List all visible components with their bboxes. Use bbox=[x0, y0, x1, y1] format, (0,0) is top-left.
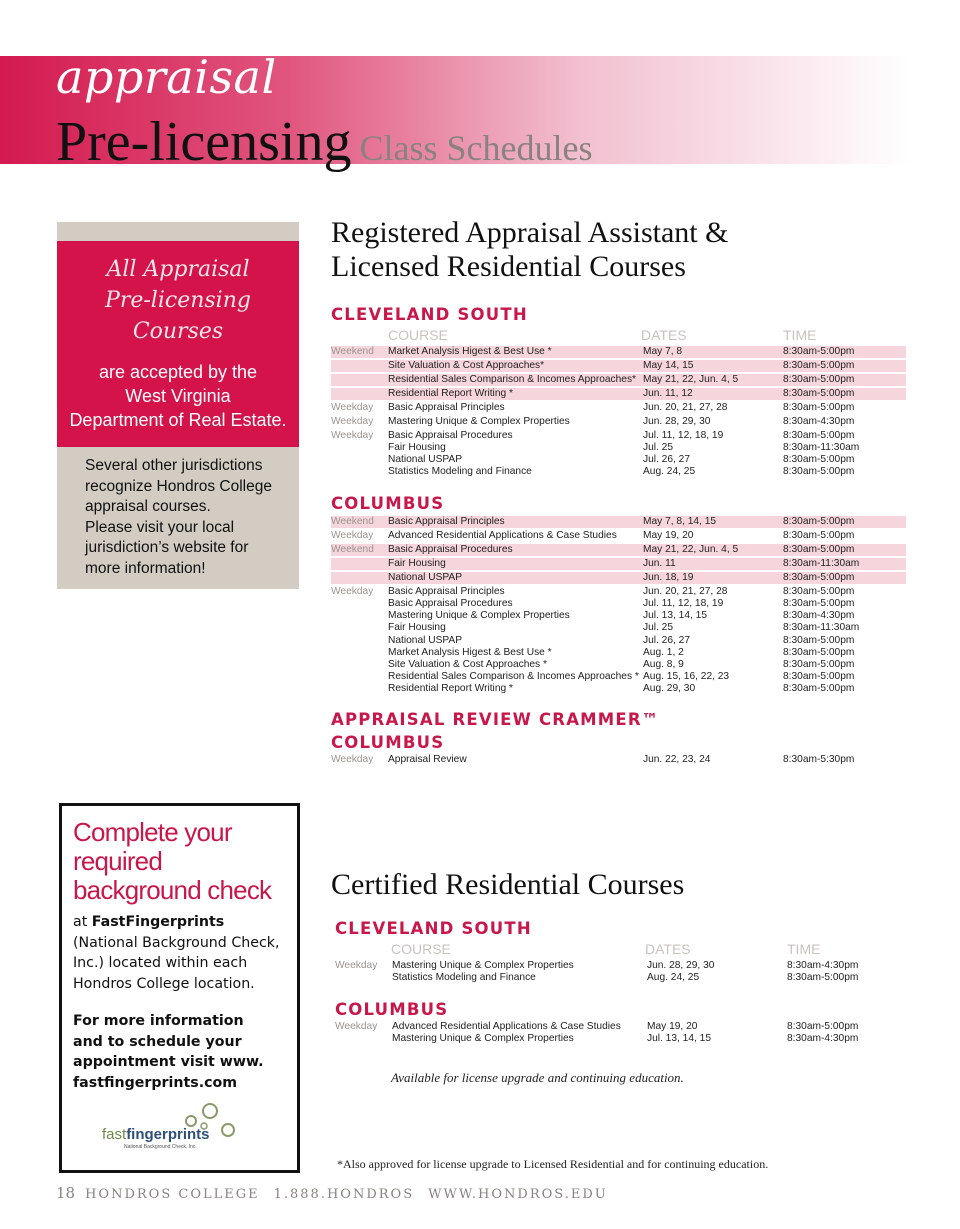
cell-time: 8:30am-5:00pm bbox=[783, 646, 855, 658]
cell-time: 8:30am-5:00pm bbox=[783, 401, 855, 413]
city-heading-cleveland-south: CLEVELAND SOUTH bbox=[335, 919, 532, 938]
table-row bbox=[331, 388, 906, 400]
page-title bbox=[56, 110, 592, 174]
promo-accept-line: are accepted by the bbox=[98, 362, 258, 382]
column-header-course: COURSE bbox=[388, 327, 448, 343]
bgcheck-more-line: and to schedule your bbox=[73, 1033, 242, 1050]
promo-note-line: recognize Hondros College bbox=[85, 477, 272, 495]
column-header-time: TIME bbox=[787, 941, 821, 957]
cell-time: 8:30am-5:00pm bbox=[783, 598, 855, 610]
column-header-dates: DATES bbox=[645, 941, 691, 957]
table-row bbox=[331, 558, 906, 570]
cell-dates: Jul. 11, 12, 18, 19 bbox=[643, 429, 724, 441]
cell-course: Statistics Modeling and Finance bbox=[388, 466, 532, 478]
bgcheck-more-link[interactable]: fastfingerprints.com bbox=[73, 1074, 238, 1091]
promo-note-line: more information! bbox=[85, 559, 206, 577]
table-row bbox=[331, 635, 906, 647]
page-title-main: Pre-licensing bbox=[56, 111, 352, 173]
header-subtitle: appraisal bbox=[56, 50, 277, 104]
crammer-heading: APPRAISAL REVIEW CRAMMER™ bbox=[331, 710, 660, 729]
logo-tagline: National Background Check, Inc. bbox=[124, 1144, 197, 1150]
cell-dates: May 19, 20 bbox=[647, 1021, 698, 1032]
table-row bbox=[331, 416, 906, 428]
bgcheck-at: at bbox=[73, 914, 92, 930]
column-header-course: COURSE bbox=[391, 941, 451, 957]
cell-course: Residential Sales Comparison & Incomes Approaches * bbox=[388, 671, 639, 683]
cell-time: 8:30am-5:00pm bbox=[787, 1021, 859, 1032]
cell-course: Basic Appraisal Principles bbox=[388, 585, 505, 597]
bgcheck-headline-line: Complete your bbox=[73, 817, 232, 847]
cell-time: 8:30am-5:00pm bbox=[783, 454, 855, 466]
cell-time: 8:30am-5:30pm bbox=[783, 754, 855, 765]
cell-dates: Jul. 26, 27 bbox=[643, 454, 691, 466]
cell-dates: Jun. 11, 12 bbox=[643, 387, 693, 399]
cell-course: Residential Report Writing * bbox=[388, 683, 513, 695]
promo-script-line: All Appraisal bbox=[106, 257, 250, 282]
table-row bbox=[331, 610, 906, 622]
cell-course: Mastering Unique & Complex Properties bbox=[392, 1033, 574, 1045]
table-row bbox=[331, 516, 906, 528]
cell-dates: Jul. 26, 27 bbox=[643, 634, 691, 646]
promo-accept-text bbox=[57, 360, 299, 432]
schedule-table bbox=[335, 960, 910, 984]
cell-course: Market Analysis Higest & Best Use * bbox=[388, 346, 552, 357]
bgcheck-body-line: (National Background Check, bbox=[73, 934, 280, 951]
cell-dates: Jul. 11, 12, 18, 19 bbox=[643, 598, 724, 610]
table-row bbox=[331, 598, 906, 610]
bgcheck-headline-line: required bbox=[73, 846, 162, 876]
bgcheck-body-line: Inc.) located within each bbox=[73, 955, 248, 971]
page-number: 18 bbox=[56, 1184, 76, 1202]
cell-time: 8:30am-4:30pm bbox=[783, 415, 855, 427]
table-row bbox=[331, 647, 906, 659]
bgcheck-headline bbox=[73, 818, 293, 905]
background-check-box bbox=[59, 803, 300, 1173]
cell-time: 8:30am-5:00pm bbox=[783, 683, 855, 695]
schedule-table bbox=[331, 516, 906, 696]
page-title-suffix: Class Schedules bbox=[359, 128, 593, 168]
cell-day: Weekday bbox=[335, 960, 378, 971]
cell-time: 8:30am-5:00pm bbox=[787, 972, 859, 984]
cell-dates: May 21, 22, Jun. 4, 5 bbox=[643, 373, 739, 385]
table-row bbox=[335, 972, 910, 984]
promo-note bbox=[85, 456, 285, 580]
table-row bbox=[331, 466, 906, 478]
promo-script-line: Courses bbox=[132, 319, 224, 344]
cell-time: 8:30am-5:00pm bbox=[783, 516, 855, 527]
cell-time: 8:30am-5:00pm bbox=[783, 429, 855, 441]
table-row bbox=[335, 1021, 910, 1033]
section-title-certified: Certified Residential Courses bbox=[331, 868, 685, 901]
fastfingerprints-wordmark bbox=[102, 1126, 210, 1143]
cell-day: Weekend bbox=[331, 346, 374, 357]
cell-course: Residential Sales Comparison & Incomes Approaches* bbox=[388, 373, 637, 385]
city-heading-columbus: COLUMBUS bbox=[335, 1000, 449, 1019]
bgcheck-headline-line: background check bbox=[73, 875, 272, 905]
cell-dates: Jul. 25 bbox=[643, 442, 674, 454]
table-row bbox=[331, 454, 906, 466]
cell-course: Site Valuation & Cost Approaches * bbox=[388, 659, 547, 671]
cell-time: 8:30am-4:30pm bbox=[787, 1033, 859, 1045]
cell-course: Mastering Unique & Complex Properties bbox=[388, 610, 570, 622]
cell-course: Mastering Unique & Complex Properties bbox=[392, 960, 574, 971]
cell-dates: Jun. 11 bbox=[643, 557, 676, 569]
table-row bbox=[331, 374, 906, 386]
cell-course: Basic Appraisal Procedures bbox=[388, 543, 513, 555]
cell-time: 8:30am-5:00pm bbox=[783, 466, 855, 478]
cell-dates: Jun. 22, 23, 24 bbox=[643, 754, 711, 765]
cell-dates: Jun. 20, 21, 27, 28 bbox=[643, 585, 728, 597]
footnote: *Also approved for license upgrade to Licensed Residential and for continuing education. bbox=[337, 1157, 769, 1171]
cell-dates: May 14, 15 bbox=[643, 359, 694, 371]
section-title-line: Registered Appraisal Assistant & bbox=[331, 216, 729, 249]
cell-course: Statistics Modeling and Finance bbox=[392, 972, 536, 984]
footer-url[interactable]: WWW.HONDROS.EDU bbox=[428, 1187, 608, 1202]
cell-course: National USPAP bbox=[388, 634, 462, 646]
cell-day: Weekday bbox=[331, 529, 374, 541]
cell-day: Weekend bbox=[331, 516, 374, 527]
cell-course: Residential Report Writing * bbox=[388, 387, 513, 399]
cell-dates: Aug. 15, 16, 22, 23 bbox=[643, 671, 730, 683]
bgcheck-more-line: For more information bbox=[73, 1013, 244, 1029]
cell-time: 8:30am-5:00pm bbox=[783, 387, 855, 399]
cell-day: Weekday bbox=[335, 1021, 378, 1032]
cell-course: Market Analysis Higest & Best Use * bbox=[388, 646, 552, 658]
cell-day: Weekday bbox=[331, 429, 374, 441]
bgcheck-more-line: appointment visit www. bbox=[73, 1054, 264, 1070]
upgrade-note: Available for license upgrade and continuing education. bbox=[391, 1070, 684, 1085]
table-row bbox=[331, 442, 906, 454]
cell-day: Weekday bbox=[331, 754, 374, 765]
cell-dates: Aug. 29, 30 bbox=[643, 683, 696, 695]
column-header-time: TIME bbox=[783, 327, 817, 343]
cell-dates: Jun. 28, 29, 30 bbox=[647, 960, 715, 971]
cell-course: Fair Housing bbox=[388, 557, 446, 569]
cell-course: National USPAP bbox=[388, 571, 462, 583]
fastfingerprints-logo bbox=[102, 1102, 252, 1162]
cell-dates: May 21, 22, Jun. 4, 5 bbox=[643, 543, 739, 555]
promo-note-line: Please visit your local bbox=[85, 518, 235, 536]
cell-course: Site Valuation & Cost Approaches* bbox=[388, 359, 545, 371]
cell-time: 8:30am-5:00pm bbox=[783, 543, 855, 555]
table-row bbox=[331, 572, 906, 584]
cell-time: 8:30am-4:30pm bbox=[783, 610, 855, 622]
cell-dates: Aug. 24, 25 bbox=[647, 972, 700, 984]
logo-light: fast bbox=[102, 1126, 127, 1143]
table-row bbox=[335, 960, 910, 972]
cell-course: Mastering Unique & Complex Properties bbox=[388, 415, 570, 427]
cell-dates: Jun. 28, 29, 30 bbox=[643, 415, 711, 427]
promo-box bbox=[57, 222, 299, 589]
table-row bbox=[335, 1033, 910, 1045]
promo-note-line: Several other jurisdictions bbox=[85, 457, 263, 474]
cell-time: 8:30am-11:30am bbox=[783, 622, 860, 634]
cell-dates: May 19, 20 bbox=[643, 529, 694, 541]
cell-day: Weekday bbox=[331, 401, 374, 413]
cell-course: National USPAP bbox=[388, 454, 462, 466]
cell-dates: Jun. 20, 21, 27, 28 bbox=[643, 401, 728, 413]
table-row bbox=[331, 671, 906, 683]
logo-bold: fingerprints bbox=[126, 1126, 210, 1143]
page-footer bbox=[56, 1184, 608, 1202]
table-row bbox=[331, 659, 906, 671]
cell-time: 8:30am-5:00pm bbox=[783, 359, 855, 371]
table-row bbox=[331, 754, 906, 766]
cell-day: Weekend bbox=[331, 543, 374, 555]
table-row bbox=[331, 346, 906, 358]
cell-dates: Jul. 13, 14, 15 bbox=[647, 1033, 712, 1045]
schedule-table bbox=[331, 754, 906, 766]
cell-day: Weekday bbox=[331, 585, 374, 597]
cell-time: 8:30am-5:00pm bbox=[783, 373, 855, 385]
promo-script bbox=[57, 254, 299, 347]
footer-college: HONDROS COLLEGE bbox=[85, 1187, 260, 1202]
cell-dates: Aug. 8, 9 bbox=[643, 659, 684, 671]
cell-dates: May 7, 8 bbox=[643, 346, 683, 357]
city-heading-columbus: COLUMBUS bbox=[331, 733, 445, 752]
cell-time: 8:30am-5:00pm bbox=[783, 585, 855, 597]
cell-dates: May 7, 8, 14, 15 bbox=[643, 516, 717, 527]
cell-dates: Jun. 18, 19 bbox=[643, 571, 694, 583]
cell-course: Advanced Residential Applications & Case Studies bbox=[392, 1021, 621, 1032]
cell-time: 8:30am-5:00pm bbox=[783, 659, 855, 671]
cell-dates: Jul. 13, 14, 15 bbox=[643, 610, 708, 622]
cell-course: Fair Housing bbox=[388, 622, 446, 634]
cell-course: Basic Appraisal Procedures bbox=[388, 429, 513, 441]
cell-time: 8:30am-5:00pm bbox=[783, 634, 855, 646]
cell-day: Weekday bbox=[331, 415, 374, 427]
promo-script-line: Pre-licensing bbox=[105, 288, 251, 313]
table-row bbox=[331, 530, 906, 542]
table-row bbox=[331, 402, 906, 414]
table-row bbox=[331, 683, 906, 695]
cell-course: Appraisal Review bbox=[388, 754, 467, 765]
section-title-line: Licensed Residential Courses bbox=[331, 250, 686, 283]
cell-course: Basic Appraisal Principles bbox=[388, 516, 505, 527]
table-row bbox=[331, 430, 906, 442]
cell-time: 8:30am-4:30pm bbox=[787, 960, 859, 971]
cell-time: 8:30am-5:00pm bbox=[783, 671, 855, 683]
cell-course: Basic Appraisal Principles bbox=[388, 401, 505, 413]
promo-note-line: appraisal courses. bbox=[85, 498, 211, 516]
table-row bbox=[331, 360, 906, 372]
bgcheck-brand: FastFingerprints bbox=[91, 914, 225, 930]
bgcheck-more-info bbox=[73, 1011, 293, 1093]
schedule-table bbox=[331, 346, 906, 479]
cell-time: 8:30am-5:00pm bbox=[783, 571, 855, 583]
cell-time: 8:30am-5:00pm bbox=[783, 529, 855, 541]
cell-dates: Aug. 24, 25 bbox=[643, 466, 696, 478]
cell-course: Fair Housing bbox=[388, 442, 446, 454]
footer-phone: 1.888.HONDROS bbox=[273, 1187, 415, 1202]
promo-note-line: jurisdiction’s website for bbox=[85, 539, 249, 557]
cell-time: 8:30am-5:00pm bbox=[783, 346, 855, 357]
cell-course: Advanced Residential Applications & Case Studies bbox=[388, 529, 617, 541]
cell-course: Basic Appraisal Procedures bbox=[388, 598, 513, 610]
column-header-dates: DATES bbox=[641, 327, 687, 343]
table-row bbox=[331, 544, 906, 556]
cell-dates: Jul. 25 bbox=[643, 622, 674, 634]
section-title-registered bbox=[331, 216, 728, 284]
promo-accept-line: West Virginia bbox=[125, 386, 231, 406]
table-row bbox=[331, 586, 906, 598]
bgcheck-body-line: Hondros College location. bbox=[73, 975, 255, 992]
city-heading-columbus: COLUMBUS bbox=[331, 494, 445, 513]
cell-time: 8:30am-11:30am bbox=[783, 442, 860, 454]
cell-dates: Aug. 1, 2 bbox=[643, 646, 684, 658]
table-row bbox=[331, 622, 906, 634]
schedule-table bbox=[335, 1021, 910, 1045]
cell-time: 8:30am-11:30am bbox=[783, 557, 860, 569]
bgcheck-body bbox=[73, 912, 293, 994]
promo-accept-line: Department of Real Estate. bbox=[69, 410, 287, 430]
city-heading-cleveland-south: CLEVELAND SOUTH bbox=[331, 305, 528, 324]
bgcheck-body-line bbox=[73, 912, 293, 933]
